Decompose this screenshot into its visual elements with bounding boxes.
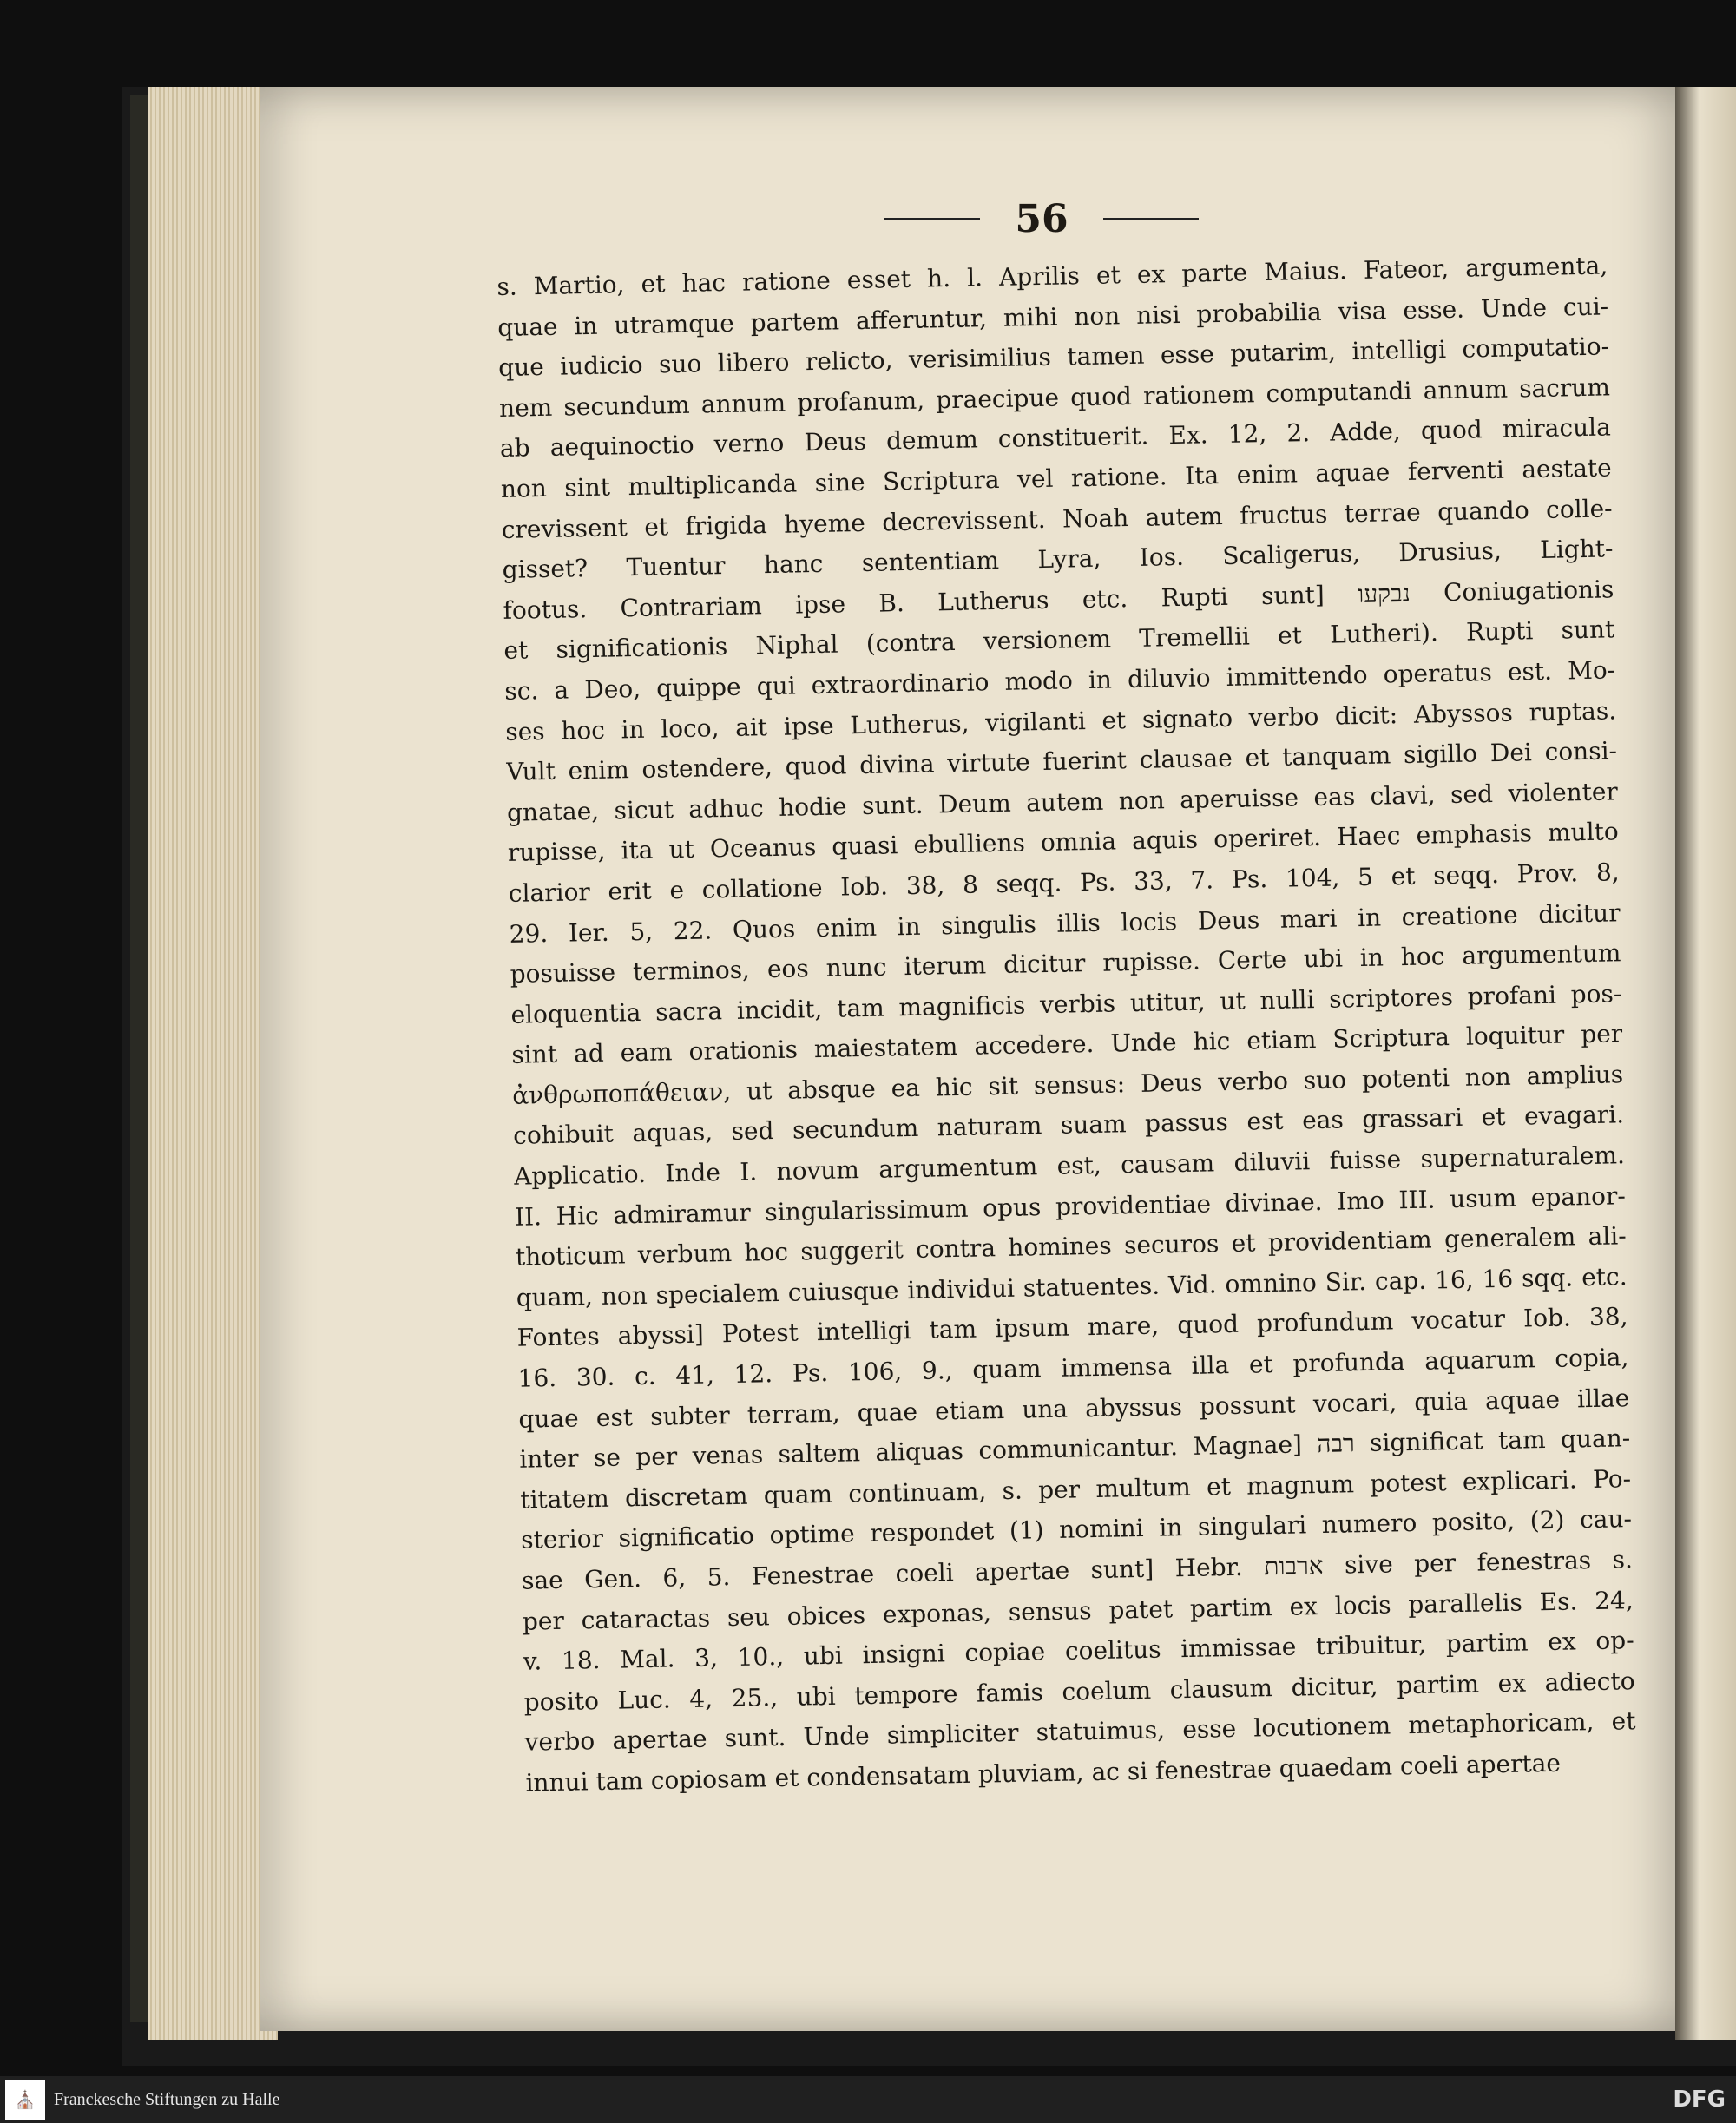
text-line: Fontes abyssi] Potest intelligi tam ipsum mare, quod profundum vocatur Iob. 38,: [516, 1302, 1628, 1353]
text-line: titatem discretam quam continuam, s. per multum et magnum potest explicari. Po-: [519, 1463, 1632, 1515]
text-line: gisset? Tuentur hanc sententiam Lyra, Ios. Scaligerus, Drusius, Light-: [502, 534, 1614, 585]
text-line: cohibuit aquas, sed secundum naturam suam passus est eas grassari et evagari.: [512, 1100, 1625, 1151]
text-line: ἀνθρωποπάθειαν, ut absque ea hic sit sensus: Deus verbo suo potenti non amplius: [512, 1060, 1624, 1110]
text-line: quam, non specialem cuiusque individui statuentes. Vid. omnino Sir. cap. 16, 16 sqq. etc.: [516, 1262, 1628, 1312]
page-header: [851, 193, 1233, 245]
text-line: sae Gen. 6, 5. Fenestrae coeli apertae sunt] Hebr. ארבות sive per fenestras s.: [521, 1545, 1634, 1595]
text-line: non sint multiplicanda sine Scriptura vel ratione. Ita enim aquae ferventi aestate: [500, 453, 1612, 503]
header-rule-right: [1103, 218, 1199, 220]
text-line: footus. Contrariam ipse B. Lutherus etc. Rupti sunt] נבקעו Coniugationis: [503, 575, 1614, 625]
viewer-footer: [0, 2076, 1736, 2123]
text-line: rupisse, ita ut Oceanus quasi ebulliens omnia aquis operiret. Haec emphasis multo: [507, 817, 1620, 868]
dfg-logo: DFG: [1673, 2087, 1726, 2113]
text-line: ses hoc in loco, ait ipse Lutherus, vigilanti et signato verbo dicit: Abyssos ruptas.: [504, 695, 1617, 746]
text-line: nem secundum annum profanum, praecipue quod rationem computandi annum sacrum: [498, 372, 1611, 423]
text-line: quae est subter terram, quae etiam una abyssus possunt vocari, quia aquae illae: [518, 1383, 1630, 1434]
header-rule-left: [884, 218, 980, 220]
text-line: et significationis Niphal (contra versionem Tremellii et Lutheri). Rupti sunt: [503, 615, 1615, 666]
text-line: verbo apertae sunt. Unde simpliciter statuimus, esse locutionem metaphoricam, et: [524, 1706, 1636, 1758]
text-line: que iudicio suo libero relicto, verisimilius tamen esse putarim, intelligi computatio-: [497, 332, 1610, 383]
text-line: sint ad eam orationis maiestatem accedere. Unde hic etiam Scriptura loquitur per: [511, 1019, 1623, 1070]
text-line: v. 18. Mal. 3, 10., ubi insigni copiae coelitus immissae tribuitur, partim ex op-: [523, 1626, 1634, 1676]
text-line: gnatae, sicut adhuc hodie sunt. Deum autem non aperuisse eas clavi, sed violenter: [506, 777, 1619, 827]
footer-institution: [0, 2080, 279, 2120]
book-gutter: [1675, 87, 1736, 2040]
text-line: quae in utramque partem afferuntur, mihi non nisi probabilia visa esse. Unde cui-: [497, 292, 1609, 342]
page-stack-edges: [148, 87, 278, 2040]
text-line: II. Hic admiramur singularissimum opus providentiae divinae. Imo III. usum epanor-: [514, 1180, 1627, 1232]
text-line: thoticum verbum hoc suggerit contra homines securos et providentiam generalem ali-: [515, 1221, 1627, 1272]
text-line: posuisse terminos, eos nunc iterum dicitur rupisse. Certe ubi in hoc argumentum: [510, 938, 1621, 989]
francke-foundation-logo-icon: ⛪: [5, 2080, 45, 2120]
text-line: posito Luc. 4, 25., ubi tempore famis coelum clausum dicitur, partim ex adiecto: [523, 1666, 1635, 1717]
text-line: innui tam copiosam et condensatam pluviam, ac si fenestrae quaedam coeli apertae: [525, 1748, 1562, 1798]
text-line: Vult enim ostendere, quod divina virtute fuerint clausae et tanquam sigillo Dei consi-: [505, 736, 1618, 787]
text-line: inter se per venas saltem aliquas communicantur. Magnae] רבה significat tam quan-: [519, 1423, 1631, 1474]
text-line: clarior erit e collatione Iob. 38, 8 seqq. Ps. 33, 7. Ps. 104, 5 et seqq. Prov. 8,: [508, 858, 1620, 908]
text-line: sterior significatio optime respondet (1) nomini in singulari numero posito, (2) cau-: [520, 1504, 1633, 1555]
text-line: sc. a Deo, quippe qui extraordinario modo in diluvio immittendo operatus est. Mo-: [504, 655, 1616, 706]
text-line: per cataractas seu obices exponas, sensus patet partim ex locis parallelis Es. 24,: [522, 1585, 1634, 1636]
text-line: ab aequinoctio verno Deus demum constituerit. Ex. 12, 2. Adde, quod miracula: [499, 412, 1612, 463]
page-number: 56: [1015, 196, 1069, 241]
text-line: crevissent et frigida hyeme decrevissent. Noah autem fructus terrae quando colle-: [501, 493, 1613, 544]
page-text-body: [496, 246, 1637, 1804]
text-line: s. Martio, et hac ratione esset h. l. Aprilis et ex parte Maius. Fateor, argumenta,: [496, 251, 1608, 301]
text-line: eloquentia sacra incidit, tam magnificis verbis utitur, ut nulli scriptores profani pos-: [510, 978, 1622, 1029]
text-line: 29. Ier. 5, 22. Quos enim in singulis illis locis Deus mari in creatione dicitur: [509, 897, 1621, 949]
institution-name: Franckesche Stiftungen zu Halle: [54, 2089, 280, 2109]
text-line: Applicatio. Inde I. novum argumentum est, causam diluvii fuisse supernaturalem.: [513, 1140, 1626, 1191]
text-line: 16. 30. c. 41, 12. Ps. 106, 9., quam immensa illa et profunda aquarum copia,: [517, 1343, 1629, 1393]
